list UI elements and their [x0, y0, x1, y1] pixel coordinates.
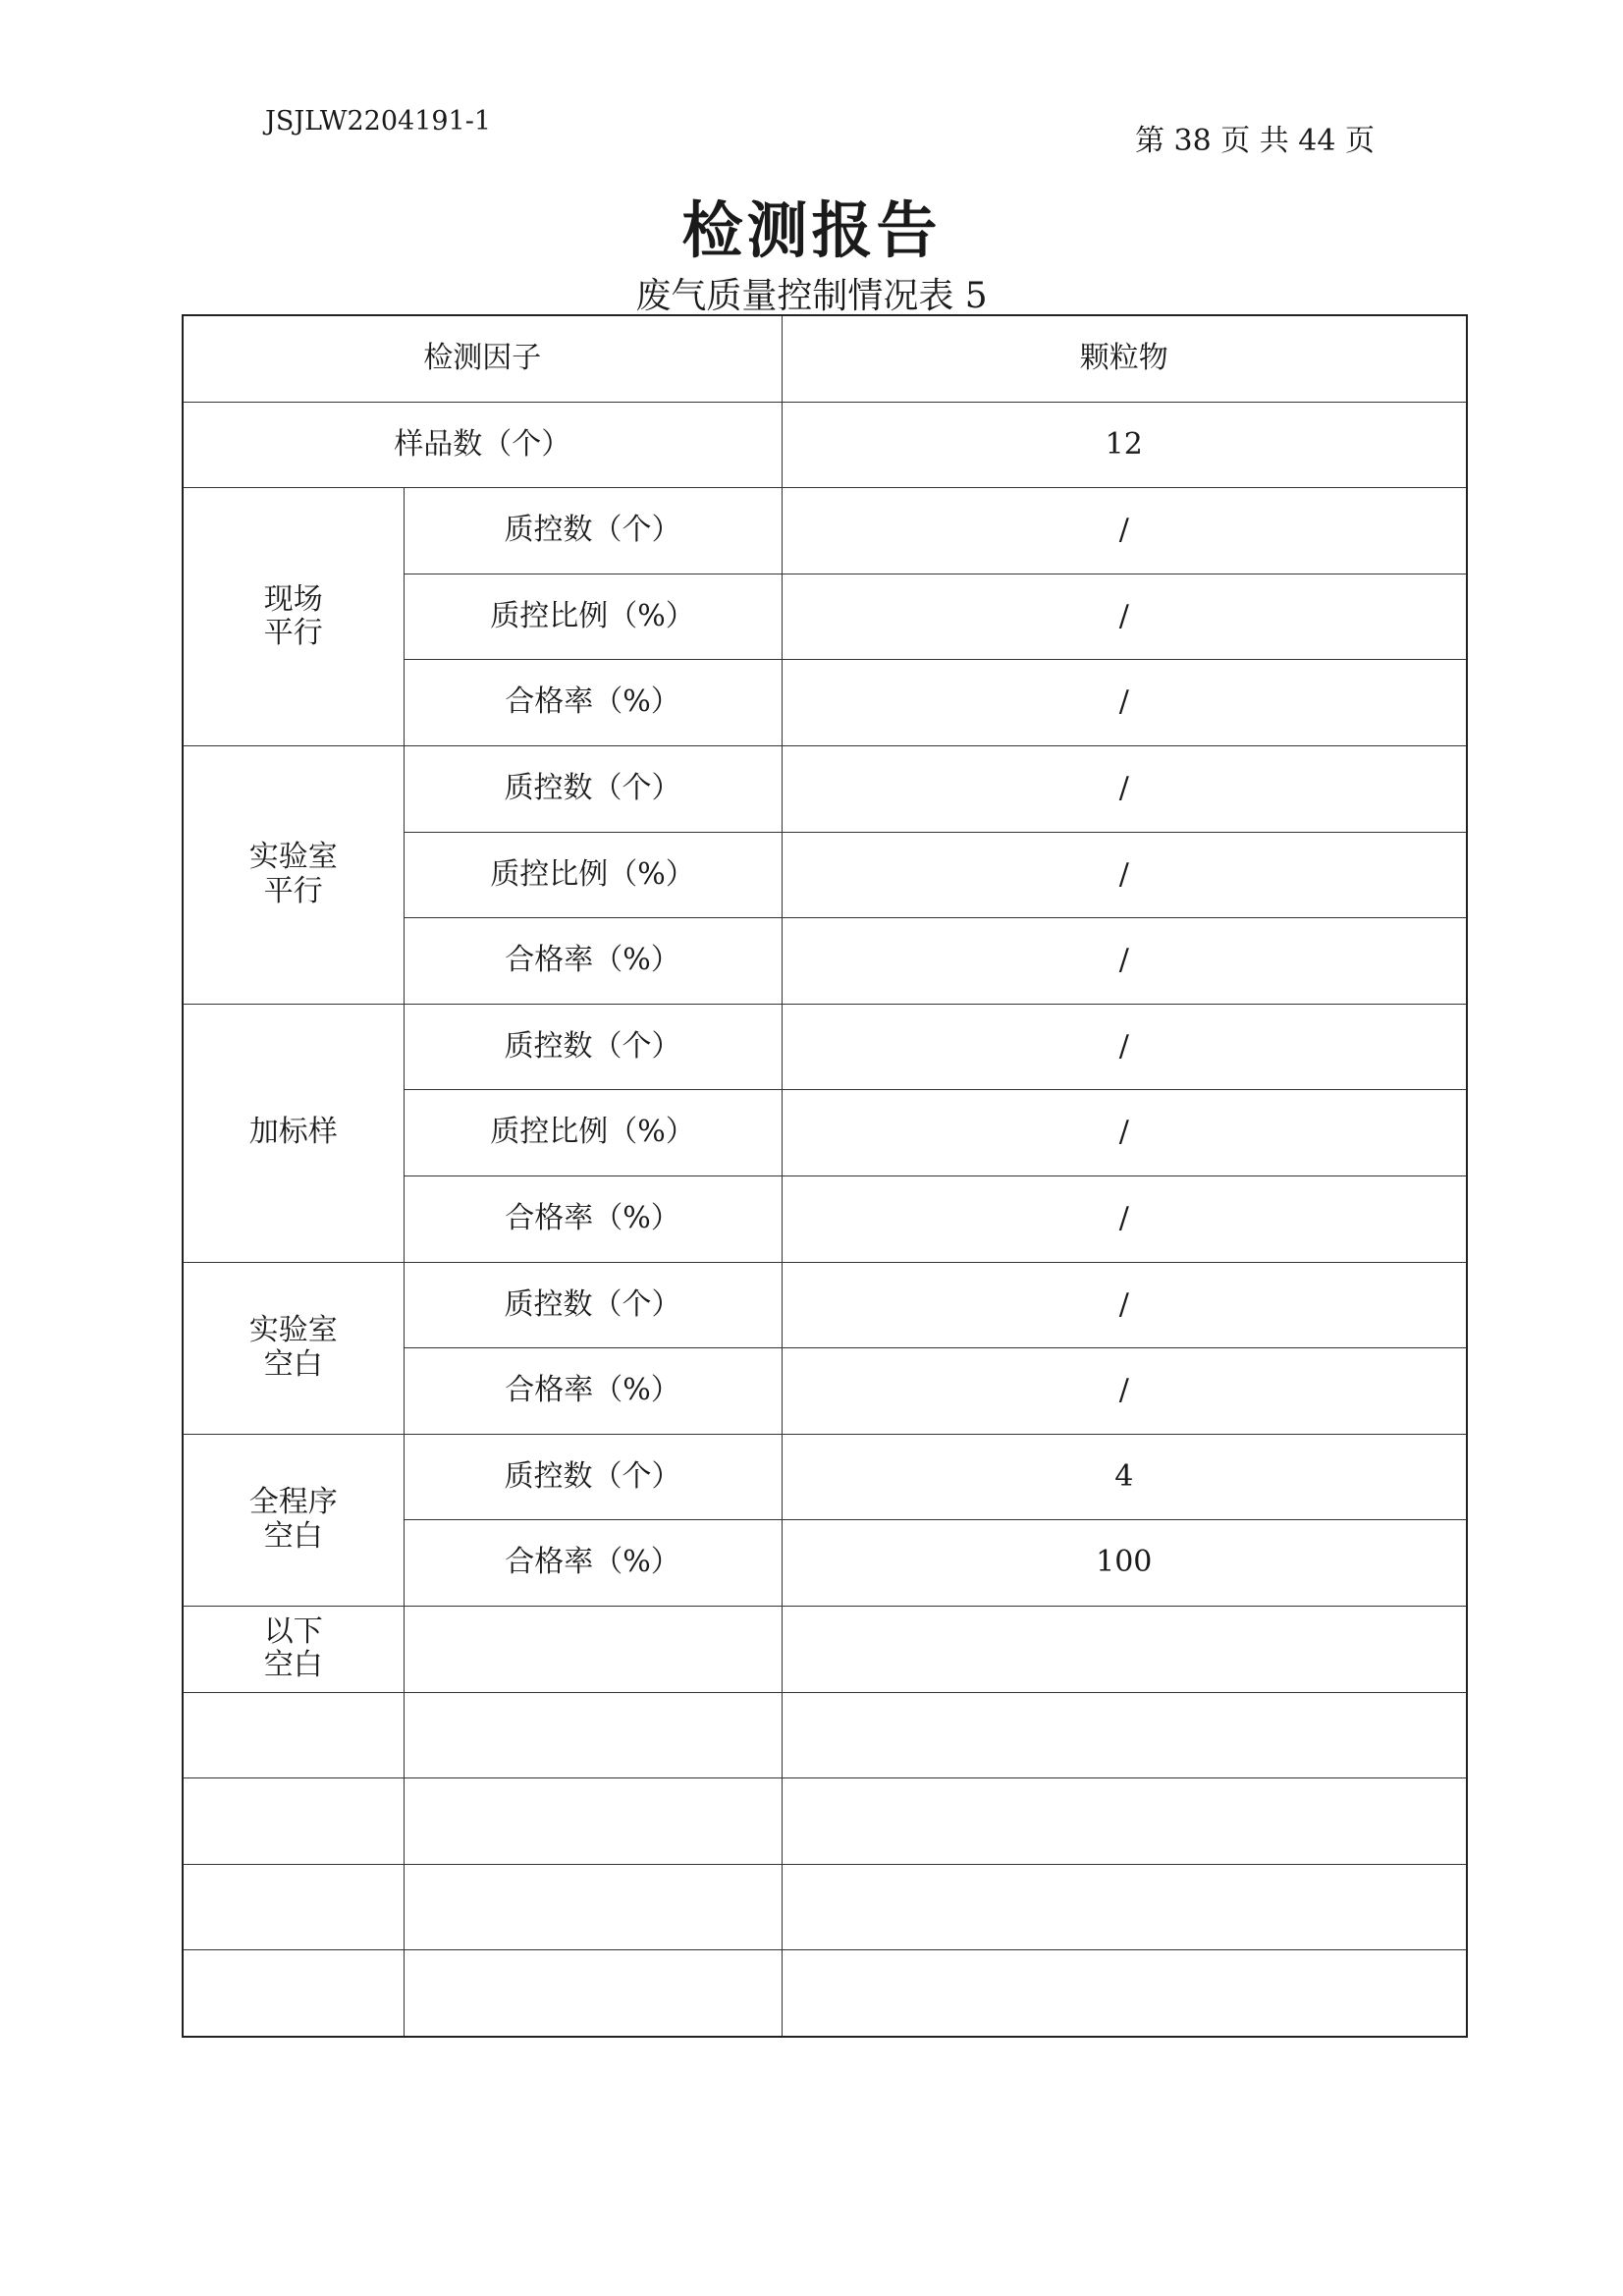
- factor-value: 颗粒物: [782, 315, 1467, 402]
- qc-item-label: 质控数（个）: [404, 488, 782, 574]
- qc-item-label: 质控数（个）: [404, 1004, 782, 1090]
- qc-item-label: 合格率（%）: [404, 1348, 782, 1435]
- qc-item-value: /: [782, 1348, 1467, 1435]
- qc-item-value: 100: [782, 1520, 1467, 1607]
- qc-item-value: /: [782, 1175, 1467, 1262]
- factor-label: 检测因子: [183, 315, 782, 402]
- factor-row: [183, 315, 1467, 402]
- qc-table: [182, 314, 1468, 2038]
- qc-item-value: /: [782, 832, 1467, 918]
- blank-cell: [404, 1864, 782, 1950]
- qc-item-value: /: [782, 660, 1467, 746]
- blank-cell: [782, 1692, 1467, 1778]
- blank-row: [183, 1692, 1467, 1778]
- qc-item-label: 质控数（个）: [404, 1262, 782, 1348]
- qc-item-value: /: [782, 745, 1467, 832]
- report-title: 检测报告: [681, 194, 942, 266]
- qc-item-label: 质控比例（%）: [404, 574, 782, 660]
- blank-cell: [183, 1864, 404, 1950]
- qc-row: [183, 1004, 1467, 1090]
- blank-cell: [782, 1864, 1467, 1950]
- qc-item-label: 合格率（%）: [404, 660, 782, 746]
- qc-row: [183, 1434, 1467, 1520]
- qc-item-value: /: [782, 574, 1467, 660]
- blank-cell: [404, 1778, 782, 1865]
- qc-group-name: 实验室 空白: [183, 1262, 404, 1434]
- blank-cell: [404, 1606, 782, 1692]
- blank-note: 以下 空白: [183, 1606, 404, 1692]
- qc-item-label: 质控比例（%）: [404, 1090, 782, 1176]
- blank-cell: [782, 1950, 1467, 2037]
- qc-item-value: /: [782, 918, 1467, 1005]
- blank-cell: [183, 1692, 404, 1778]
- table-title: 废气质量控制情况表 5: [635, 276, 988, 316]
- qc-group-name: 加标样: [183, 1004, 404, 1262]
- blank-row: [183, 1606, 1467, 1692]
- blank-row: [183, 1778, 1467, 1865]
- sample-count-label: 样品数（个）: [183, 402, 782, 488]
- blank-cell: [404, 1950, 782, 2037]
- qc-item-value: /: [782, 488, 1467, 574]
- report-number: JSJLW2204191-1: [265, 106, 492, 137]
- qc-group-name: 实验室 平行: [183, 745, 404, 1004]
- sample-count-value: 12: [782, 402, 1467, 488]
- qc-item-label: 质控比例（%）: [404, 832, 782, 918]
- blank-row: [183, 1864, 1467, 1950]
- qc-group-name: 现场 平行: [183, 488, 404, 746]
- qc-item-value: /: [782, 1262, 1467, 1348]
- qc-item-value: 4: [782, 1434, 1467, 1520]
- blank-row: [183, 1950, 1467, 2037]
- sample-count-row: [183, 402, 1467, 488]
- qc-item-label: 合格率（%）: [404, 1175, 782, 1262]
- qc-row: [183, 745, 1467, 832]
- qc-row: [183, 1262, 1467, 1348]
- qc-item-label: 质控数（个）: [404, 1434, 782, 1520]
- qc-item-label: 合格率（%）: [404, 918, 782, 1005]
- qc-item-value: /: [782, 1090, 1467, 1176]
- qc-item-label: 合格率（%）: [404, 1520, 782, 1607]
- blank-cell: [404, 1692, 782, 1778]
- blank-cell: [782, 1778, 1467, 1865]
- qc-item-value: /: [782, 1004, 1467, 1090]
- blank-cell: [782, 1606, 1467, 1692]
- page-indicator: 第 38 页 共 44 页: [1134, 124, 1375, 158]
- blank-cell: [183, 1950, 404, 2037]
- blank-cell: [183, 1778, 404, 1865]
- qc-row: [183, 488, 1467, 574]
- qc-group-name: 全程序 空白: [183, 1434, 404, 1606]
- qc-item-label: 质控数（个）: [404, 745, 782, 832]
